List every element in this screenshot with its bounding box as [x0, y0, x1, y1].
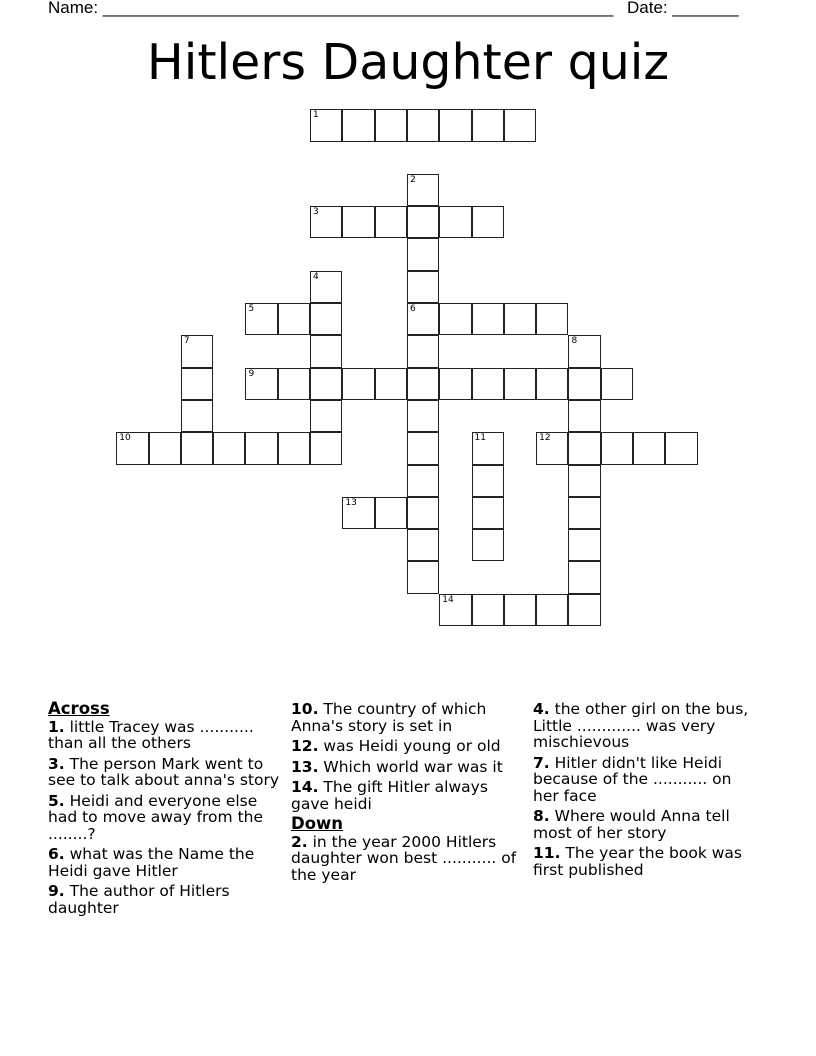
grid-cell[interactable] — [407, 109, 439, 141]
grid-cell[interactable] — [601, 368, 633, 400]
grid-cell[interactable] — [568, 368, 600, 400]
grid-cell[interactable] — [407, 206, 439, 238]
grid-cell[interactable] — [472, 497, 504, 529]
clue-number: 13 — [345, 497, 357, 508]
grid-cell[interactable] — [504, 109, 536, 141]
grid-cell[interactable] — [407, 335, 439, 367]
grid-cell[interactable] — [472, 594, 504, 626]
grid-cell[interactable] — [407, 561, 439, 593]
down-heading: Down — [291, 814, 344, 833]
grid-cell[interactable] — [181, 368, 213, 400]
name-field[interactable]: Name: ______________________________________________________ — [48, 0, 614, 17]
clue-number: 1 — [313, 110, 319, 121]
grid-cell[interactable] — [310, 303, 342, 335]
grid-cell[interactable] — [536, 594, 568, 626]
grid-cell[interactable] — [310, 368, 342, 400]
grid-cell[interactable] — [375, 368, 407, 400]
grid-cell[interactable] — [181, 432, 213, 464]
grid-cell[interactable] — [310, 271, 342, 303]
grid-cell[interactable] — [536, 368, 568, 400]
clue-across-1: 1. little Tracey was ........... than all the others — [48, 717, 254, 752]
grid-cell[interactable] — [439, 206, 471, 238]
page-title: Hitlers Daughter quiz — [146, 34, 670, 91]
grid-cell[interactable] — [568, 529, 600, 561]
grid-cell[interactable] — [568, 594, 600, 626]
grid-cell[interactable] — [568, 497, 600, 529]
clue-number: 7 — [183, 336, 190, 347]
clue-number: 11 — [474, 433, 486, 444]
clue-down-7: 7. Hitler didn't like Heidi because of the ........... on her face — [533, 753, 732, 805]
clues-column-1 — [48, 701, 288, 920]
grid-cell[interactable] — [504, 594, 536, 626]
grid-cell[interactable] — [407, 174, 439, 206]
grid-cell[interactable] — [278, 303, 310, 335]
grid-cell[interactable] — [536, 432, 568, 464]
grid-cell[interactable] — [342, 109, 374, 141]
grid-cell[interactable] — [278, 368, 310, 400]
grid-cell[interactable] — [439, 303, 471, 335]
grid-cell[interactable] — [601, 432, 633, 464]
clue-down-8: 8. Where would Anna tell most of her story — [533, 807, 730, 842]
clue-across-6: 6. what was the Name the Heidi gave Hitler — [48, 845, 255, 880]
clue-number: 10 — [119, 433, 131, 444]
grid-cell[interactable] — [310, 109, 342, 141]
grid-cell[interactable] — [407, 400, 439, 432]
grid-cell[interactable] — [472, 109, 504, 141]
grid-cell[interactable] — [472, 465, 504, 497]
grid-cell[interactable] — [310, 400, 342, 432]
grid-cell[interactable] — [439, 109, 471, 141]
clue-down-2: 2. in the year 2000 Hitlers daughter won best ........... of the year — [291, 832, 517, 884]
clue-across-5: 5. Heidi and everyone else had to move away from the ........? — [48, 791, 264, 843]
clue-number: 2 — [409, 174, 416, 185]
clue-number: 3 — [313, 207, 319, 218]
clue-number: 8 — [571, 336, 578, 347]
grid-cell[interactable] — [568, 561, 600, 593]
grid-cell[interactable] — [504, 368, 536, 400]
clue-across-9: 9. The author of Hitlers daughter — [48, 882, 230, 917]
grid-cell[interactable] — [504, 303, 536, 335]
grid-cell[interactable] — [407, 529, 439, 561]
grid-cell[interactable] — [439, 368, 471, 400]
grid-cell[interactable] — [407, 368, 439, 400]
date-field[interactable]: Date: _______ — [627, 0, 739, 17]
grid-cell[interactable] — [116, 432, 148, 464]
grid-cell[interactable] — [310, 432, 342, 464]
grid-cell[interactable] — [245, 432, 277, 464]
grid-cell[interactable] — [342, 206, 374, 238]
grid-cell[interactable] — [472, 529, 504, 561]
grid-cell[interactable] — [407, 432, 439, 464]
grid-cell[interactable] — [245, 303, 277, 335]
grid-cell[interactable] — [213, 432, 245, 464]
clue-number: 9 — [248, 368, 255, 379]
clue-across-13: 13. Which world war was it — [291, 757, 503, 776]
clue-number: 14 — [442, 594, 454, 605]
grid-cell[interactable] — [181, 400, 213, 432]
grid-cell[interactable] — [568, 432, 600, 464]
grid-cell[interactable] — [407, 497, 439, 529]
across-heading: Across — [48, 699, 110, 718]
grid-cell[interactable] — [375, 109, 407, 141]
grid-cell[interactable] — [407, 238, 439, 270]
clues-column-3 — [533, 701, 753, 882]
clue-number: 4 — [313, 271, 319, 282]
clue-down-4: 4. the other girl on the bus, Little ............. was very mischievous — [533, 700, 749, 751]
grid-cell[interactable] — [472, 368, 504, 400]
grid-cell[interactable] — [472, 432, 504, 464]
clue-number: 12 — [539, 433, 551, 444]
clue-down-11: 11. The year the book was first published — [533, 844, 742, 879]
grid-cell[interactable] — [278, 432, 310, 464]
grid-cell[interactable] — [568, 465, 600, 497]
grid-cell[interactable] — [568, 335, 600, 367]
grid-cell[interactable] — [407, 271, 439, 303]
grid-cell[interactable] — [310, 335, 342, 367]
clue-across-3: 3. The person Mark went to see to talk about anna's story — [48, 754, 280, 789]
grid-cell[interactable] — [375, 206, 407, 238]
clue-number: 6 — [409, 304, 416, 315]
grid-cell[interactable] — [149, 432, 181, 464]
grid-cell[interactable] — [245, 368, 277, 400]
grid-cell[interactable] — [375, 497, 407, 529]
grid-cell[interactable] — [342, 368, 374, 400]
grid-cell[interactable] — [472, 206, 504, 238]
grid-cell[interactable] — [407, 303, 439, 335]
grid-cell[interactable] — [310, 206, 342, 238]
grid-cell[interactable] — [536, 303, 568, 335]
clues-column-2 — [291, 701, 519, 887]
grid-cell[interactable] — [665, 432, 697, 464]
grid-cell[interactable] — [181, 335, 213, 367]
grid-cell[interactable] — [439, 594, 471, 626]
grid-cell[interactable] — [568, 400, 600, 432]
grid-cell[interactable] — [407, 465, 439, 497]
grid-cell[interactable] — [342, 497, 374, 529]
grid-cell[interactable] — [472, 303, 504, 335]
grid-cell[interactable] — [633, 432, 665, 464]
clue-across-14: 14. The gift Hitler always gave heidi — [291, 778, 488, 813]
clue-across-10: 10. The country of which Anna's story is set in — [291, 700, 487, 735]
clue-number: 5 — [248, 304, 255, 315]
clue-across-12: 12. was Heidi young or old — [291, 737, 501, 755]
